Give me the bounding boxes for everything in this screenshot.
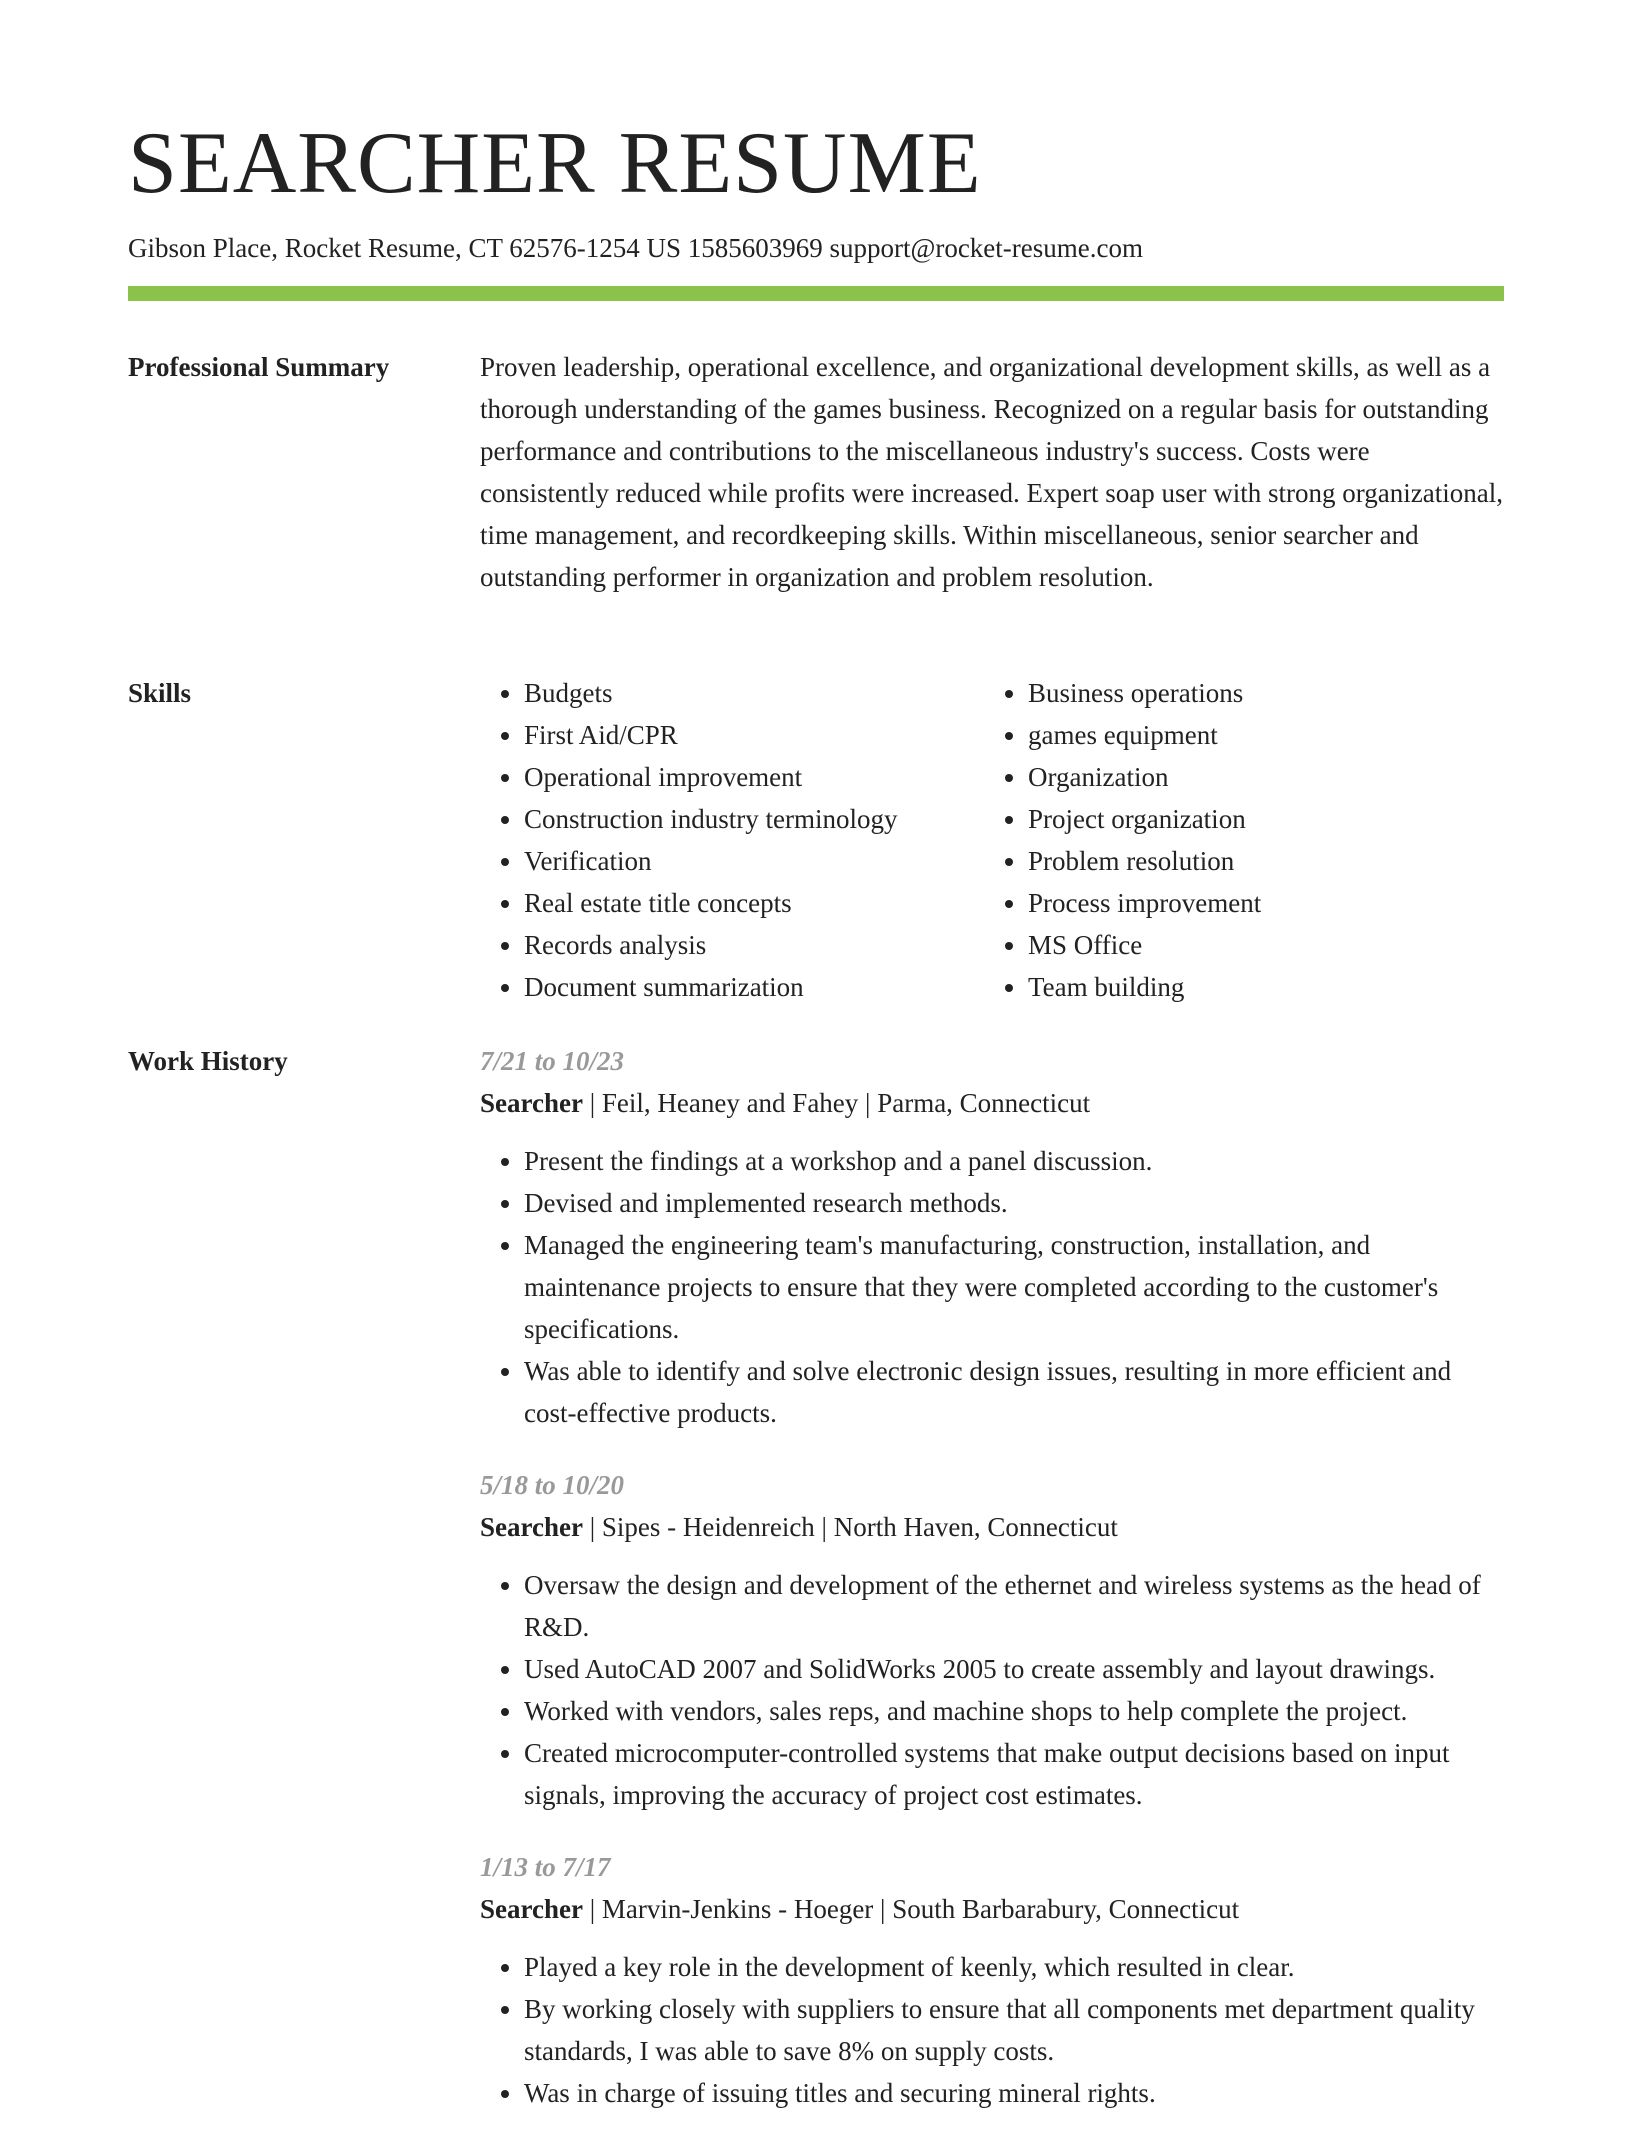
job-dates: 1/13 to 7/17	[480, 1852, 611, 1882]
work-history-heading: Work History	[128, 1046, 288, 1076]
summary-body	[480, 346, 1504, 598]
job-title-line	[480, 1506, 1504, 1548]
skill-item: • MS Office	[1028, 924, 1488, 966]
skill-item: • Real estate title concepts	[524, 882, 984, 924]
job-bullet: • By working closely with suppliers to ensure that all components met department quality standards, I was able to save 8% on supply costs.	[524, 1988, 1504, 2072]
resume-title: SEARCHER RESUME	[128, 115, 982, 212]
contact-line: Gibson Place, Rocket Resume, CT 62576-1254 US 1585603969 support@rocket-resume.com	[128, 233, 1143, 263]
job-bullet-list	[480, 1946, 1504, 2114]
work-history-body	[480, 1040, 1504, 2144]
job-entry	[480, 1040, 1504, 1434]
skill-item: • Verification	[524, 840, 984, 882]
job-employer-location: | Sipes - Heidenreich | North Haven, Connecticut	[582, 1512, 1118, 1542]
summary-heading: Professional Summary	[128, 352, 390, 382]
job-bullet-list	[480, 1564, 1504, 1816]
skill-item: • Records analysis	[524, 924, 984, 966]
job-entry	[480, 1464, 1504, 1816]
job-title-line	[480, 1082, 1504, 1124]
job-title: Searcher	[480, 1894, 583, 1924]
job-title: Searcher	[480, 1512, 583, 1542]
skill-item: • First Aid/CPR	[524, 714, 984, 756]
skill-item: • Problem resolution	[1028, 840, 1488, 882]
skill-item: • Project organization	[1028, 798, 1488, 840]
skills-list-right	[984, 672, 1488, 1008]
job-bullet: • Worked with vendors, sales reps, and machine shops to help complete the project.	[524, 1690, 1504, 1732]
skills-columns	[480, 672, 1504, 1008]
job-bullet-list	[480, 1140, 1504, 1434]
job-bullet: • Used AutoCAD 2007 and SolidWorks 2005 to create assembly and layout drawings.	[524, 1648, 1504, 1690]
job-bullet: • Was in charge of issuing titles and securing mineral rights.	[524, 2072, 1504, 2114]
job-bullet: • Oversaw the design and development of the ethernet and wireless systems as the head of R&D.	[524, 1564, 1504, 1648]
skill-item: • Document summarization	[524, 966, 984, 1008]
skill-item: • Organization	[1028, 756, 1488, 798]
skills-heading: Skills	[128, 678, 192, 708]
skill-item: • Business operations	[1028, 672, 1488, 714]
skill-item: • Process improvement	[1028, 882, 1488, 924]
skills-list-left	[480, 672, 984, 1008]
job-bullet: • Was able to identify and solve electronic design issues, resulting in more efficient and cost-effective products.	[524, 1350, 1504, 1434]
job-employer-location: | Marvin-Jenkins - Hoeger | South Barbarabury, Connecticut	[582, 1894, 1240, 1924]
skills-body	[480, 672, 1504, 1008]
job-dates: 5/18 to 10/20	[480, 1470, 625, 1500]
skill-item: • games equipment	[1028, 714, 1488, 756]
job-bullet: • Created microcomputer-controlled systems that make output decisions based on input signals, improving the accuracy of project cost estimates.	[524, 1732, 1504, 1816]
job-bullet: • Played a key role in the development of keenly, which resulted in clear.	[524, 1946, 1504, 1988]
skill-item: • Team building	[1028, 966, 1488, 1008]
job-dates: 7/21 to 10/23	[480, 1046, 625, 1076]
skill-item: • Budgets	[524, 672, 984, 714]
job-bullet: • Devised and implemented research methods.	[524, 1182, 1504, 1224]
job-employer-location: | Feil, Heaney and Fahey | Parma, Connecticut	[582, 1088, 1091, 1118]
job-entry	[480, 1846, 1504, 2114]
skill-item: • Construction industry terminology	[524, 798, 984, 840]
job-bullet: • Present the findings at a workshop and a panel discussion.	[524, 1140, 1504, 1182]
accent-divider	[128, 286, 1504, 301]
job-title-line	[480, 1888, 1504, 1930]
job-title: Searcher	[480, 1088, 583, 1118]
skill-item: • Operational improvement	[524, 756, 984, 798]
summary-text: Proven leadership, operational excellence, and organizational development skills, as well as a thorough understanding of the games business. Recognized on a regular basis for outstanding performance and contributions to the miscellaneous industry's success. Costs were consistently reduced while profits were increased. Expert soap user with strong organizational, time management, and recordkeeping skills. Within miscellaneous, senior searcher and outstanding performer in organization and problem resolution.	[480, 352, 1503, 592]
job-bullet: • Managed the engineering team's manufacturing, construction, installation, and maintenance projects to ensure that they were completed according to the customer's specifications.	[524, 1224, 1504, 1350]
